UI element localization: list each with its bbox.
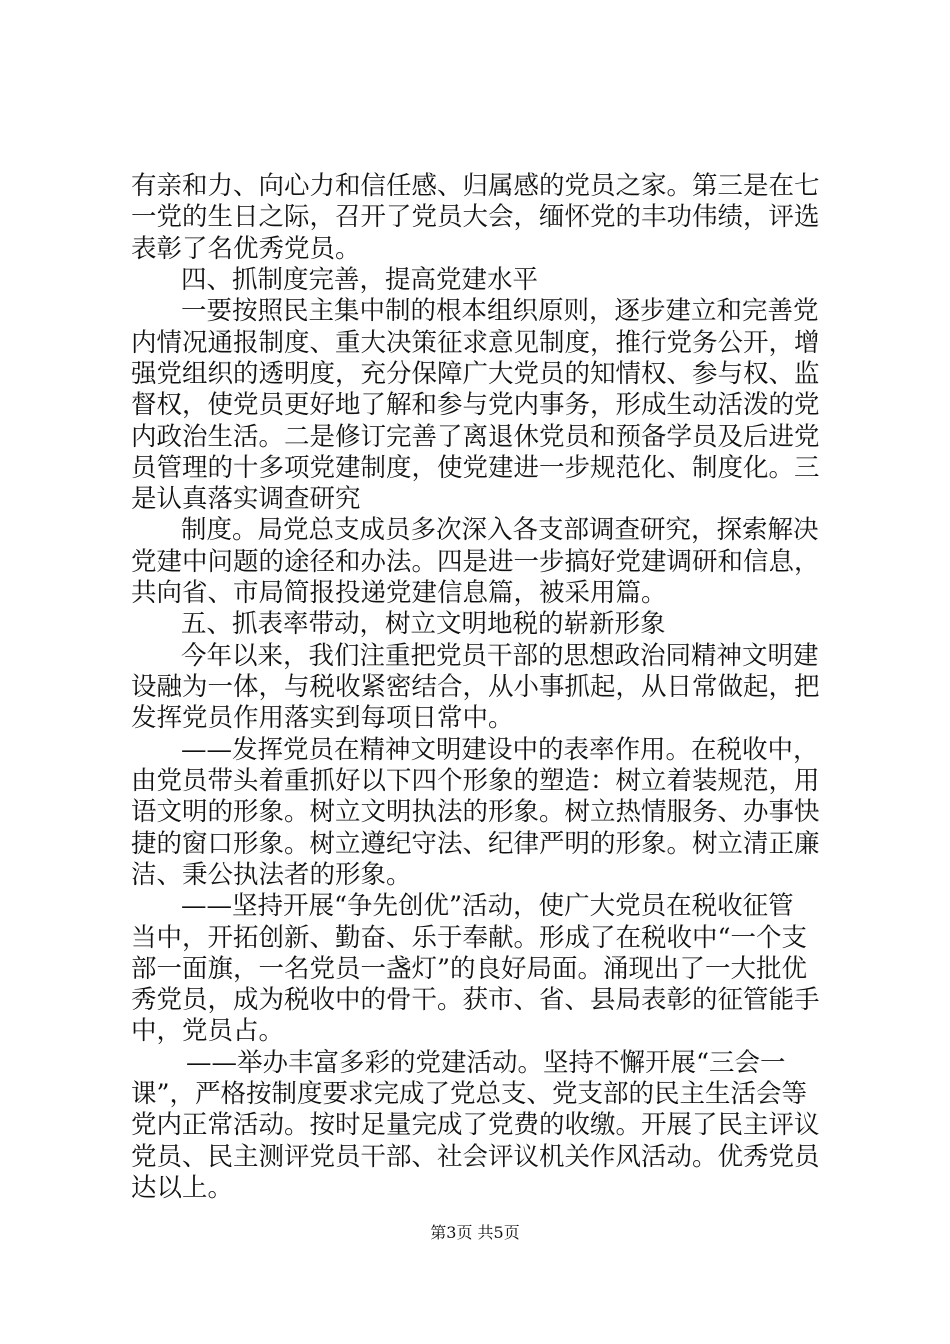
text-line: 发挥党员作用落实到每项日常中。 bbox=[131, 703, 514, 733]
text-line: 今年以来，我们注重把党员干部的思想政治同精神文明建 bbox=[181, 641, 819, 671]
text-line: ——发挥党员在精神文明建设中的表率作用。在税收中， bbox=[181, 735, 819, 765]
text-line: 中，党员占。 bbox=[131, 1016, 285, 1046]
section-heading: 五、抓表率带动，树立文明地税的崭新形象 bbox=[181, 609, 666, 639]
text-line: 内政治生活。二是修订完善了离退休党员和预备学员及后进党 bbox=[131, 422, 820, 452]
text-line: 强党组织的透明度，充分保障广大党员的知情权、参与权、监 bbox=[131, 359, 820, 389]
text-line: 党员、民主测评党员干部、社会评议机关作风活动。优秀党员 bbox=[131, 1142, 820, 1172]
page-number: 第3页 共5页 bbox=[430, 1223, 520, 1242]
text-line: 员管理的十多项党建制度，使党建进一步规范化、制度化。三 bbox=[131, 453, 820, 483]
text-line: 由党员带头着重抓好以下四个形象的塑造：树立着装规范，用 bbox=[131, 766, 820, 796]
text-line: 内情况通报制度、重大决策征求意见制度，推行党务公开，增 bbox=[131, 328, 820, 358]
text-line: 语文明的形象。树立文明执法的形象。树立热情服务、办事快 bbox=[131, 797, 820, 827]
text-line: 设融为一体，与税收紧密结合，从小事抓起，从日常做起，把 bbox=[131, 672, 820, 702]
text-line: ——坚持开展“争先创优”活动，使广大党员在税收征管 bbox=[181, 891, 794, 921]
text-line: 督权，使党员更好地了解和参与党内事务，形成生动活泼的党 bbox=[131, 390, 820, 420]
text-line: 一要按照民主集中制的根本组织原则，逐步建立和完善党 bbox=[181, 296, 819, 326]
text-line: 党建中问题的途径和办法。四是进一步搞好党建调研和信息， bbox=[131, 547, 820, 577]
text-line: 秀党员，成为税收中的骨干。获市、省、县局表彰的征管能手 bbox=[131, 985, 820, 1015]
text-line: 课”，严格按制度要求完成了党总支、党支部的民主生活会等 bbox=[131, 1079, 808, 1109]
text-line: ——举办丰富多彩的党建活动。坚持不懈开展“三会一 bbox=[186, 1048, 786, 1078]
text-line: 制度。局党总支成员多次深入各支部调查研究，探索解决 bbox=[181, 515, 819, 545]
text-line: 有亲和力、向心力和信任感、归属感的党员之家。第三是在七 bbox=[131, 171, 820, 201]
text-line: 一党的生日之际，召开了党员大会，缅怀党的丰功伟绩，评选 bbox=[131, 202, 820, 232]
text-line: 捷的窗口形象。树立遵纪守法、纪律严明的形象。树立清正廉 bbox=[131, 829, 820, 859]
text-line: 共向省、市局简报投递党建信息篇，被采用篇。 bbox=[131, 578, 667, 608]
text-line: 表彰了名优秀党员。 bbox=[131, 234, 361, 264]
text-line: 当中，开拓创新、勤奋、乐于奉献。形成了在税收中“一个支 bbox=[131, 923, 808, 953]
text-line: 是认真落实调查研究 bbox=[131, 484, 361, 514]
section-heading: 四、抓制度完善，提高党建水平 bbox=[181, 265, 539, 295]
text-line: 部一面旗，一名党员一盏灯”的良好局面。涌现出了一大批优 bbox=[131, 954, 808, 984]
text-line: 达以上。 bbox=[131, 1173, 234, 1203]
text-line: 洁、秉公执法者的形象。 bbox=[131, 860, 412, 890]
text-line: 党内正常活动。按时足量完成了党费的收缴。开展了民主评议 bbox=[131, 1110, 820, 1140]
